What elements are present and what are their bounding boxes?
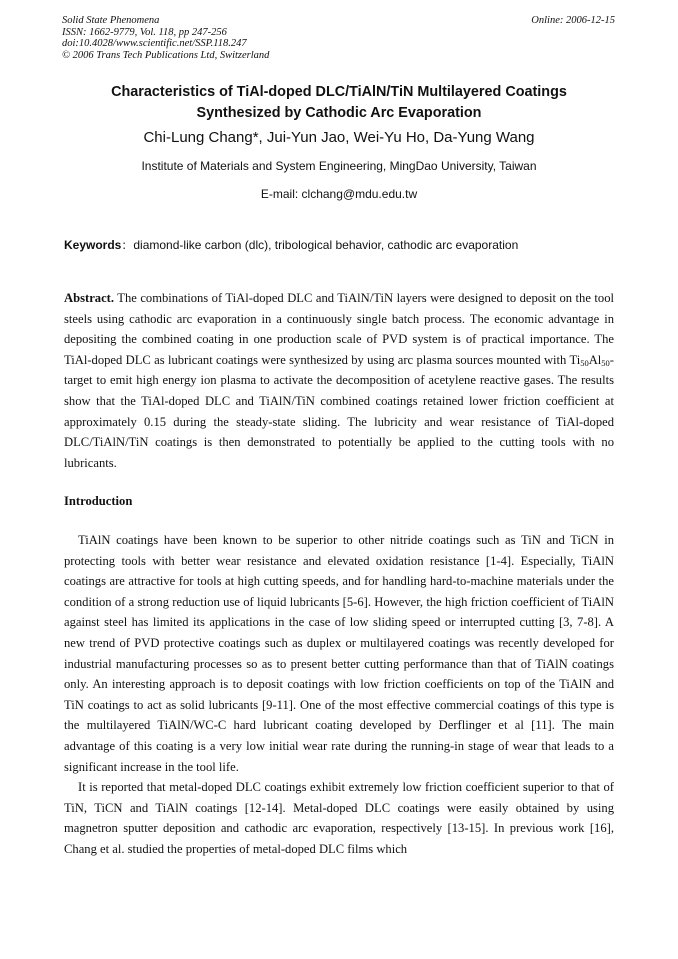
abstract-label: Abstract. <box>64 291 115 305</box>
abstract <box>64 288 614 473</box>
doi-line: doi:10.4028/www.scientific.net/SSP.118.247 <box>62 38 247 50</box>
keywords-line <box>64 237 624 253</box>
online-date: Online: 2006-12-15 <box>531 15 615 26</box>
keywords-separator: ： <box>121 238 134 252</box>
subscript-ti: 50 <box>580 357 589 368</box>
title-line-1: Characteristics of TiAl-doped DLC/TiAlN/TiN Multilayered Coatings <box>111 84 567 100</box>
intro-paragraph: It is reported that metal-doped DLC coatings exhibit extremely low friction coefficient superior to that of TiN, TiCN and TiAlN coatings [12-14]. Metal-doped DLC coatings were easily obtained by using magnetron sputter deposition and cathodic arc evaporation, respectively [13-15]. In previous work [16], Chang et al. studied the properties of metal-doped DLC films which <box>64 780 614 856</box>
introduction-body <box>64 530 614 860</box>
intro-paragraph: TiAlN coatings have been known to be superior to other nitride coatings such as TiN and TiCN in protecting tools with better wear resistance and elevated oxidation resistance [1-4]. Especially, TiAlN coatings are attractive for tools at high cutting speeds, and for handling hard-to-machine materials under the condition of a strong reduction use of liquid lubricants [5-6]. However, the high friction coefficient of TiAlN against steel has limited its applications in the case of low sliding speed or interrupted cutting [3, 7-8]. A new trend of PVD protective coatings such as duplex or multilayered coatings was recently developed for industrial manufacturing processes so as to present better cutting performance than that of TiAlN coatings only. An interesting approach is to deposit coatings with low friction coefficients on top of the TiAlN and TiN coatings to act as solid lubricants [9-11]. One of the most effective commercial coatings of this type is the multilayered TiAlN/WC-C hard lubricant coating developed by Derflinger et al [11]. The main advantage of this coating is a very low initial wear rate during the running-in stage of wear that leads to a significant increase in the tool life. <box>64 533 614 774</box>
section-heading-introduction: Introduction <box>64 494 133 508</box>
title-line-2: Synthesized by Cathodic Arc Evaporation <box>196 104 482 121</box>
journal-name: Solid State Phenomena <box>62 15 160 26</box>
keywords-label: Keywords <box>64 238 122 252</box>
keywords-text: diamond-like carbon (dlc), tribological behavior, cathodic arc evaporation <box>133 238 519 252</box>
contact-email: E-mail: clchang@mdu.edu.tw <box>260 187 418 201</box>
subscript-al: 50 <box>601 357 610 368</box>
issn-line: ISSN: 1662-9779, Vol. 118, pp 247-256 <box>62 26 227 38</box>
abstract-text-1: The combinations of TiAl-doped DLC and TiAlN/TiN layers were designed to deposit on the tool steels using cathodic arc evaporation in a continuously single batch process. The economic advantage in depositing the combined coating in one production scale of PVD system is of practical importance. The TiAl-doped DLC as lubricant coatings were synthesized by using arc plasma sources mounted with Ti <box>64 291 614 367</box>
paper-title <box>64 82 614 123</box>
journal-header <box>62 15 269 61</box>
copyright-line: © 2006 Trans Tech Publications Ltd, Switzerland <box>62 49 270 61</box>
author-list: Chi-Lung Chang*, Jui-Yun Jao, Wei-Yu Ho, Da-Yung Wang <box>143 129 535 146</box>
abstract-text-2: Al <box>588 352 602 367</box>
abstract-text-3: -target to emit high energy ion plasma to activate the decomposition of acetylene reactive gases. The results show that the TiAl-doped DLC and TiAlN/TiN combined coatings retained lower friction coefficient at approximately 0.15 during the steady-state sliding. The lubricity and wear resistance of TiAl-doped DLC/TiAlN/TiN coatings is then demonstrated to potentially be applied to the cutting tools with no lubricants. <box>64 352 614 470</box>
affiliation: Institute of Materials and System Engineering, MingDao University, Taiwan <box>141 159 537 173</box>
